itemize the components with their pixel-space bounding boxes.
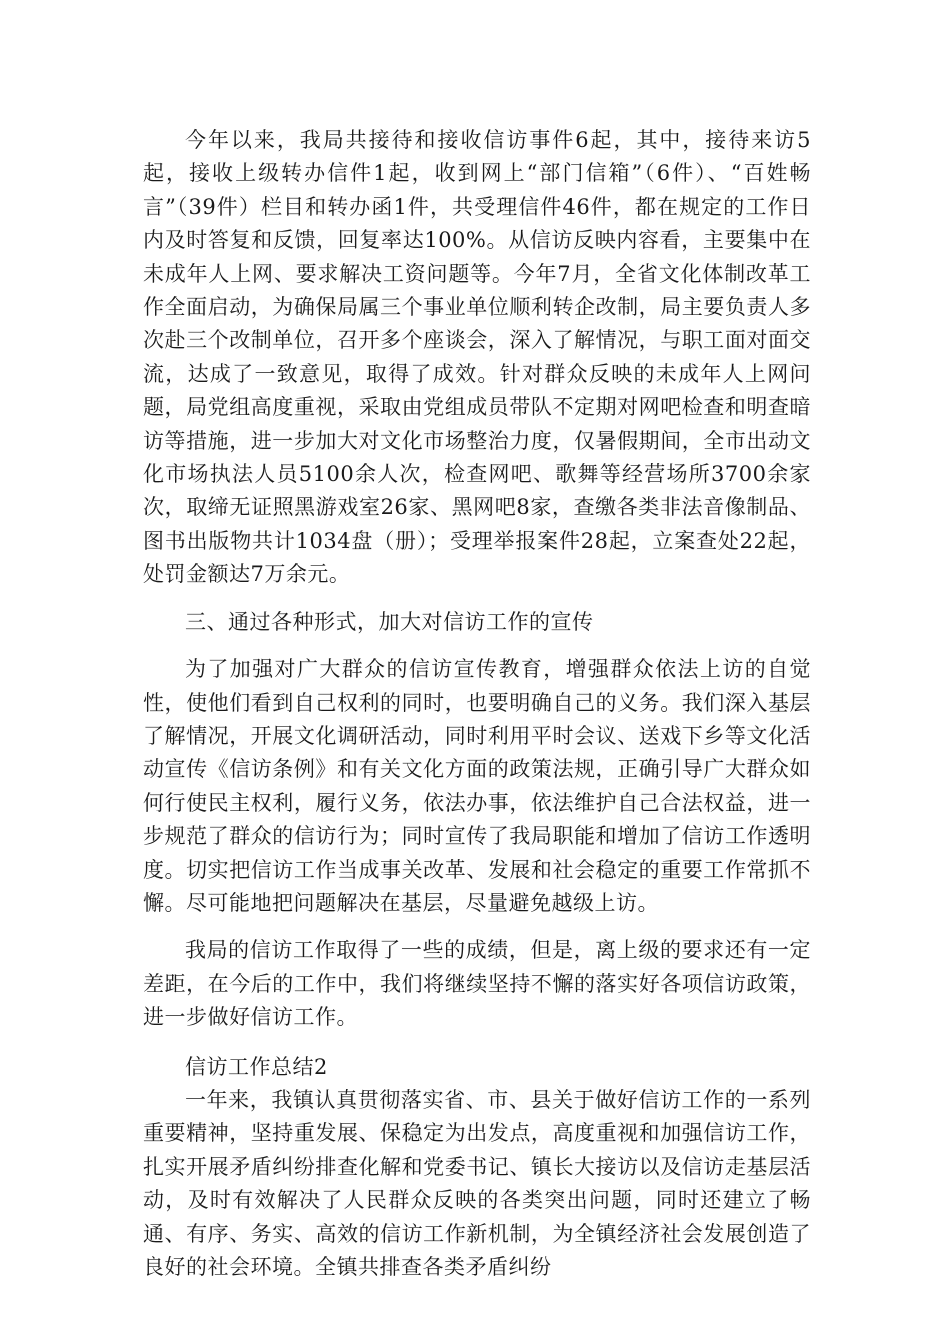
paragraph-summary-2-intro: 一年来，我镇认真贯彻落实省、市、县关于做好信访工作的一系列重要精神，坚持重发展、保稳定为出发点，高度重视和加强信访工作，扎实开展矛盾纠纷排查化解和党委书记、镇长大接访以及信访走基层活动，及时有效解决了人民群众反映的各类突出问题，同时还建立了畅通、有序、务实、高效的信访工作新机制，为全镇经济社会发展创造了良好的社会环境。全镇共排查各类矛盾纠纷 (143, 1087, 811, 1279)
paragraph-petition-statistics: 今年以来，我局共接待和接收信访事件6起，其中，接待来访5起，接收上级转办信件1起，收到网上“部门信箱”（6件）、“百姓畅言”（39件）栏目和转办函1件，共受理信件46件，都在规定的工作日内及时答复和反馈，回复率达100%。从信访反映内容看，主要集中在未成年人上网、要求解决工资问题等。今年7月，全省文化体制改革工作全面启动，为确保局属三个事业单位顺利转企改制，局主要负责人多次赴三个改制单位，召开多个座谈会，深入了解情况，与职工面对面交流，达成了一致意见，取得了成效。针对群众反映的未成年人上网问题，局党组高度重视，采取由党组成员带队不定期对网吧检查和明查暗访等措施，进一步加大对文化市场整治力度，仅暑假期间，全市出动文化市场执法人员5100余人次，检查网吧、歌舞等经营场所3700余家次，取缔无证照黑游戏室26家、黑网吧8家，查缴各类非法音像制品、图书出版物共计1034盘（册）；受理举报案件28起，立案查处22起，处罚金额达7万余元。 (143, 128, 811, 587)
paragraph-conclusion: 我局的信访工作取得了一些的成绩，但是，离上级的要求还有一定差距，在今后的工作中，我们将继续坚持不懈的落实好各项信访政策，进一步做好信访工作。 (143, 938, 811, 1030)
paragraph-publicity-education: 为了加强对广大群众的信访宣传教育，增强群众依法上访的自觉性，使他们看到自己权利的同时，也要明确自己的义务。我们深入基层了解情况，开展文化调研活动，同时利用平时会议、送戏下乡等文化活动宣传《信访条例》和有关文化方面的政策法规，正确引导广大群众如何行使民主权利，履行义务，依法办事，依法维护自己合法权益，进一步规范了群众的信访行为；同时宣传了我局职能和增加了信访工作透明度。切实把信访工作当成事关改革、发展和社会稳定的重要工作常抓不懈。尽可能地把问题解决在基层，尽量避免越级上访。 (143, 657, 811, 915)
summary-2-title: 信访工作总结2 (185, 1054, 328, 1079)
document-body (143, 124, 811, 1284)
section-heading-publicity: 三、通过各种形式，加大对信访工作的宣传 (185, 609, 594, 634)
